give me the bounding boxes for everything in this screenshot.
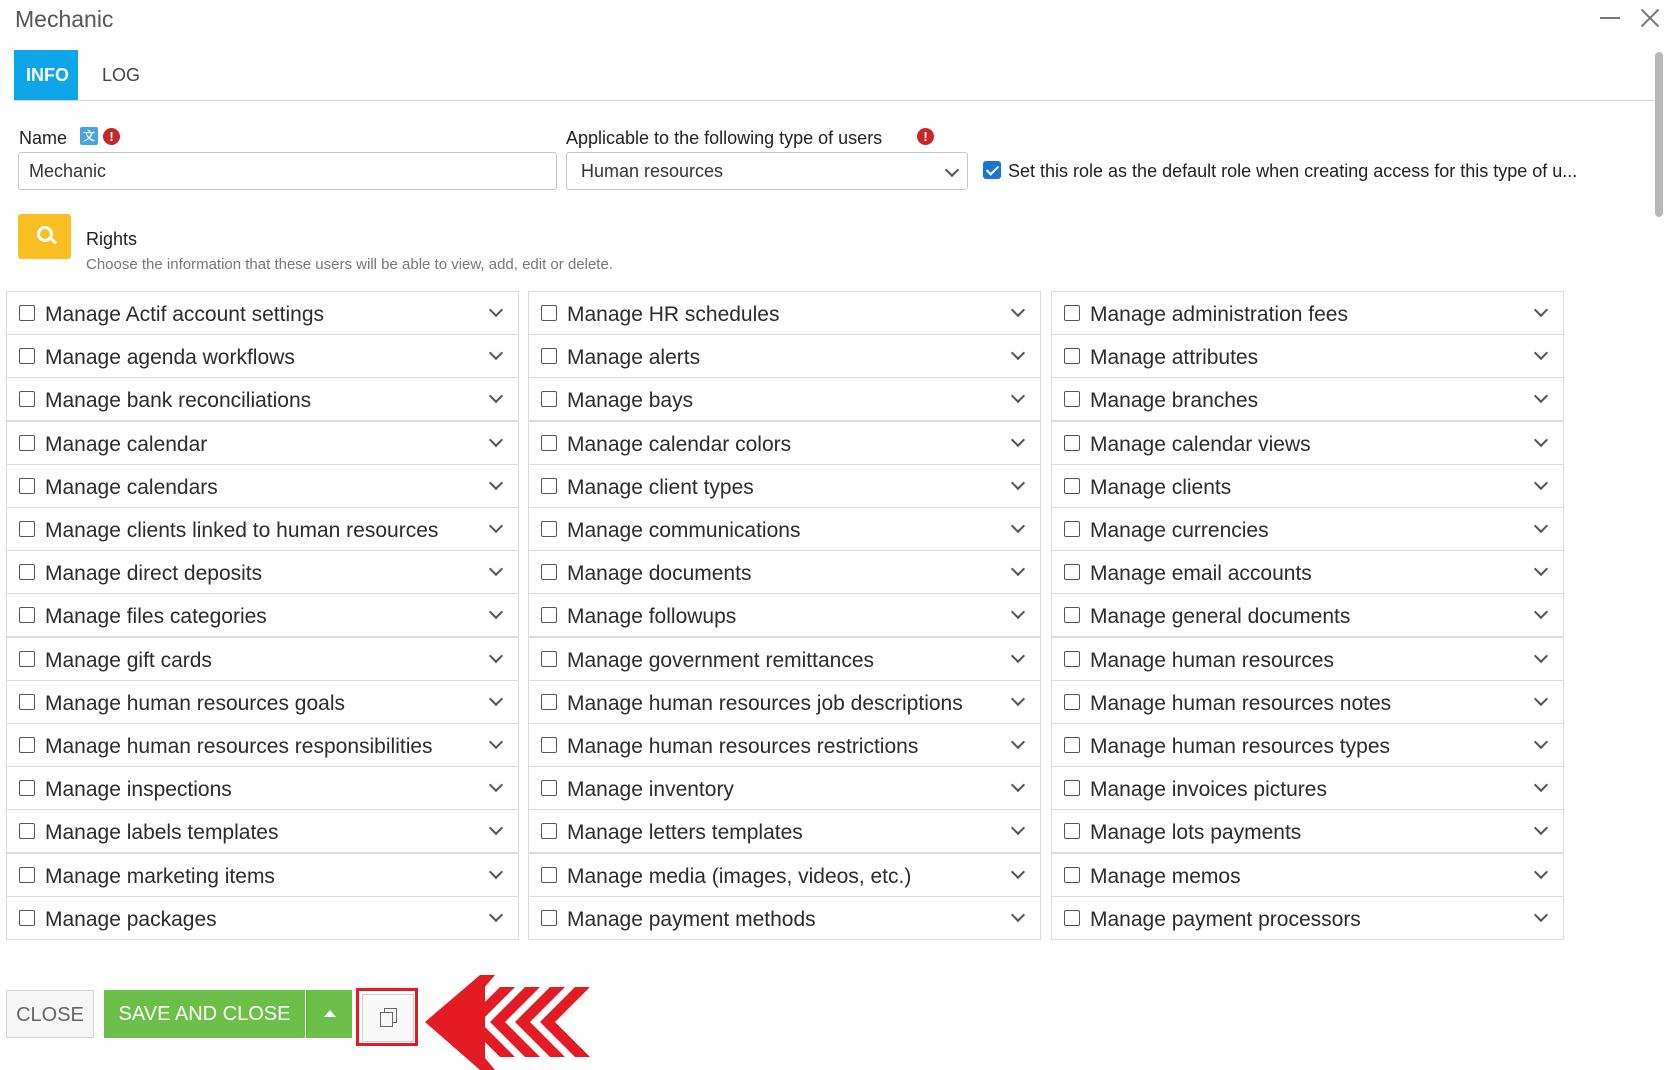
permission-checkbox[interactable] <box>1064 910 1080 926</box>
permission-label: Manage marketing items <box>45 864 275 888</box>
required-icon: ! <box>917 128 934 145</box>
chevron-down-icon[interactable] <box>1534 649 1548 663</box>
chevron-down-icon[interactable] <box>1011 346 1025 360</box>
permission-label: Manage direct deposits <box>45 562 263 586</box>
permission-row[interactable] <box>6 809 519 853</box>
permission-label: Manage documents <box>567 562 752 586</box>
chevron-down-icon[interactable] <box>1011 908 1025 922</box>
permission-row[interactable] <box>1051 896 1564 940</box>
chevron-down-icon[interactable] <box>1011 821 1025 835</box>
chevron-down-icon[interactable] <box>1534 346 1548 360</box>
chevron-down-icon[interactable] <box>489 821 503 835</box>
permissions-grid <box>6 291 1664 983</box>
permission-label: Manage packages <box>45 907 217 931</box>
tab-info[interactable]: INFO <box>14 50 78 100</box>
permission-row[interactable] <box>6 507 519 551</box>
permission-row[interactable] <box>528 809 1041 853</box>
chevron-down-icon[interactable] <box>1011 692 1025 706</box>
chevron-down-icon[interactable] <box>489 735 503 749</box>
name-input[interactable]: Mechanic <box>18 152 557 190</box>
save-and-close-button[interactable]: SAVE AND CLOSE <box>104 990 305 1038</box>
permission-row[interactable] <box>6 550 519 594</box>
permission-label: Manage clients linked to human resources <box>45 519 439 542</box>
scrollbar-thumb[interactable] <box>1655 52 1663 217</box>
permission-row[interactable] <box>6 377 519 421</box>
permission-checkbox[interactable] <box>541 607 557 623</box>
permission-label: Manage invoices pictures <box>1090 778 1327 802</box>
chevron-down-icon[interactable] <box>1534 519 1548 533</box>
permission-row[interactable] <box>1051 291 1564 335</box>
permission-checkbox[interactable] <box>19 391 35 407</box>
permission-checkbox[interactable] <box>19 737 35 753</box>
chevron-down-icon[interactable] <box>1534 605 1548 619</box>
permission-label: Manage human resources responsibilities <box>45 735 433 758</box>
permission-row[interactable] <box>6 637 519 681</box>
permission-row[interactable] <box>528 507 1041 551</box>
permission-label: Manage payment processors <box>1090 907 1361 931</box>
pointer-arrow-icon <box>425 975 605 1070</box>
permission-row[interactable] <box>6 723 519 767</box>
permission-label: Manage bays <box>567 389 694 413</box>
chevron-down-icon[interactable] <box>1534 303 1548 317</box>
permission-label: Manage inventory <box>567 778 734 802</box>
permission-checkbox[interactable] <box>19 564 35 580</box>
chevron-down-icon[interactable] <box>1011 519 1025 533</box>
chevron-down-icon[interactable] <box>489 433 503 447</box>
chevron-down-icon[interactable] <box>1534 821 1548 835</box>
chevron-down-icon[interactable] <box>1011 433 1025 447</box>
permission-label: Manage labels templates <box>45 821 279 845</box>
permission-checkbox[interactable] <box>1064 478 1080 494</box>
close-icon[interactable] <box>1638 6 1662 30</box>
permission-row[interactable] <box>1051 593 1564 637</box>
permission-checkbox[interactable] <box>541 478 557 494</box>
permission-label: Manage human resources restrictions <box>567 735 919 758</box>
permission-checkbox[interactable] <box>1064 823 1080 839</box>
permission-checkbox[interactable] <box>1064 564 1080 580</box>
chevron-down-icon[interactable] <box>1534 562 1548 576</box>
copy-button[interactable] <box>362 994 414 1042</box>
permission-label: Manage client types <box>567 475 754 499</box>
chevron-down-icon[interactable] <box>1011 476 1025 490</box>
permission-row[interactable] <box>1051 680 1564 724</box>
footer-bar <box>0 990 1670 1069</box>
permission-checkbox[interactable] <box>1064 780 1080 796</box>
permission-row[interactable] <box>6 766 519 810</box>
permission-row[interactable] <box>528 377 1041 421</box>
required-icon: ! <box>103 128 120 145</box>
permission-checkbox[interactable] <box>1064 521 1080 537</box>
permission-checkbox[interactable] <box>541 391 557 407</box>
translate-icon[interactable]: 文 <box>80 127 98 145</box>
permission-label: Manage lots payments <box>1090 821 1302 845</box>
permission-label: Manage alerts <box>567 346 701 370</box>
chevron-down-icon[interactable] <box>1011 778 1025 792</box>
permission-row[interactable] <box>528 593 1041 637</box>
permission-label: Manage email accounts <box>1090 562 1312 586</box>
chevron-down-icon[interactable] <box>489 605 503 619</box>
permission-checkbox[interactable] <box>19 305 35 321</box>
permission-row[interactable] <box>1051 766 1564 810</box>
permission-checkbox[interactable] <box>1064 694 1080 710</box>
chevron-down-icon[interactable] <box>1011 389 1025 403</box>
chevron-down-icon[interactable] <box>489 865 503 879</box>
permission-row[interactable] <box>1051 550 1564 594</box>
permission-checkbox[interactable] <box>19 867 35 883</box>
permission-label: Manage agenda workflows <box>45 346 295 370</box>
permission-checkbox[interactable] <box>541 780 557 796</box>
permission-checkbox[interactable] <box>1064 391 1080 407</box>
permission-row[interactable] <box>1051 853 1564 897</box>
permission-label: Manage human resources goals <box>45 691 346 715</box>
permission-row[interactable] <box>528 637 1041 681</box>
rights-description: Choose the information that these users will be able to view, add, edit or delete. <box>86 256 613 273</box>
permission-row[interactable] <box>528 723 1041 767</box>
chevron-down-icon[interactable] <box>1011 865 1025 879</box>
tab-log[interactable]: LOG <box>102 65 141 85</box>
permission-row[interactable] <box>1051 637 1564 681</box>
save-options-dropdown-button[interactable] <box>306 990 352 1038</box>
permission-checkbox[interactable] <box>1064 348 1080 364</box>
permission-label: Manage calendar <box>45 432 208 456</box>
permission-label: Manage calendars <box>45 475 218 499</box>
chevron-down-icon[interactable] <box>1534 389 1548 403</box>
chevron-down-icon[interactable] <box>489 692 503 706</box>
permission-label: Manage payment methods <box>567 907 816 931</box>
chevron-down-icon[interactable] <box>1534 865 1548 879</box>
chevron-down-icon[interactable] <box>1534 692 1548 706</box>
permission-row[interactable] <box>1051 507 1564 551</box>
chevron-down-icon[interactable] <box>489 908 503 922</box>
permission-checkbox[interactable] <box>541 305 557 321</box>
permission-row[interactable] <box>6 896 519 940</box>
chevron-down-icon[interactable] <box>489 649 503 663</box>
permission-checkbox[interactable] <box>1064 651 1080 667</box>
permission-row[interactable] <box>1051 723 1564 767</box>
default-role-checkbox[interactable] <box>983 161 1001 179</box>
chevron-down-icon[interactable] <box>1534 778 1548 792</box>
permission-row[interactable] <box>528 680 1041 724</box>
permission-checkbox[interactable] <box>19 694 35 710</box>
permission-label: Manage memos <box>1090 864 1241 888</box>
permission-label: Manage human resources <box>1090 648 1334 672</box>
permission-row[interactable] <box>528 896 1041 940</box>
permission-row[interactable] <box>528 291 1041 335</box>
window-title: Mechanic <box>15 6 114 32</box>
user-type-value: Human resources <box>581 161 724 181</box>
permission-checkbox[interactable] <box>541 823 557 839</box>
chevron-down-icon[interactable] <box>1011 649 1025 663</box>
chevron-down-icon[interactable] <box>489 562 503 576</box>
chevron-down-icon[interactable] <box>489 476 503 490</box>
default-role-label[interactable]: Set this role as the default role when creating access for this type of u... <box>1008 161 1578 181</box>
chevron-down-icon[interactable] <box>489 303 503 317</box>
chevron-down-icon[interactable] <box>1011 562 1025 576</box>
permission-checkbox[interactable] <box>19 780 35 796</box>
permission-label: Manage followups <box>567 605 737 629</box>
permission-row[interactable] <box>6 464 519 508</box>
permission-row[interactable] <box>1051 334 1564 378</box>
permission-checkbox[interactable] <box>19 435 35 451</box>
permission-label: Manage human resources types <box>1090 735 1390 758</box>
permission-checkbox[interactable] <box>19 521 35 537</box>
permission-label: Manage branches <box>1090 389 1259 413</box>
permission-row[interactable] <box>1051 809 1564 853</box>
permission-checkbox[interactable] <box>541 737 557 753</box>
permission-row[interactable] <box>1051 421 1564 465</box>
permission-label: Manage calendar colors <box>567 432 792 456</box>
permission-row[interactable] <box>1051 377 1564 421</box>
permission-checkbox[interactable] <box>1064 737 1080 753</box>
permission-row[interactable] <box>6 421 519 465</box>
permission-checkbox[interactable] <box>19 910 35 926</box>
permission-label: Manage HR schedules <box>567 303 780 326</box>
search-icon[interactable] <box>18 214 71 259</box>
permission-row[interactable] <box>528 464 1041 508</box>
permission-label: Manage currencies <box>1090 519 1269 542</box>
permission-checkbox[interactable] <box>19 607 35 623</box>
permission-label: Manage clients <box>1090 475 1232 499</box>
chevron-down-icon[interactable] <box>489 778 503 792</box>
permission-checkbox[interactable] <box>541 435 557 451</box>
permission-row[interactable] <box>6 291 519 335</box>
permission-checkbox[interactable] <box>1064 867 1080 883</box>
chevron-down-icon[interactable] <box>1011 605 1025 619</box>
user-type-label: Applicable to the following type of users <box>566 128 883 148</box>
permission-label: Manage gift cards <box>45 648 212 672</box>
rights-title: Rights <box>86 229 138 249</box>
user-type-select[interactable] <box>566 152 968 190</box>
chevron-down-icon <box>945 163 959 177</box>
permission-checkbox[interactable] <box>541 694 557 710</box>
chevron-down-icon[interactable] <box>1534 908 1548 922</box>
permission-checkbox[interactable] <box>19 478 35 494</box>
permission-row[interactable] <box>6 593 519 637</box>
permission-row[interactable] <box>528 334 1041 378</box>
permission-checkbox[interactable] <box>19 348 35 364</box>
permission-checkbox[interactable] <box>541 867 557 883</box>
permission-label: Manage bank reconciliations <box>45 389 312 413</box>
permission-checkbox[interactable] <box>1064 305 1080 321</box>
permission-checkbox[interactable] <box>541 348 557 364</box>
permission-label: Manage administration fees <box>1090 303 1348 326</box>
chevron-down-icon[interactable] <box>489 389 503 403</box>
chevron-down-icon[interactable] <box>489 346 503 360</box>
permission-label: Manage general documents <box>1090 605 1351 629</box>
chevron-down-icon[interactable] <box>1011 303 1025 317</box>
chevron-down-icon[interactable] <box>1534 433 1548 447</box>
close-button[interactable]: CLOSE <box>6 990 94 1038</box>
permission-checkbox[interactable] <box>541 910 557 926</box>
chevron-down-icon[interactable] <box>1534 735 1548 749</box>
permission-row[interactable] <box>6 334 519 378</box>
permission-label: Manage inspections <box>45 778 232 802</box>
permission-checkbox[interactable] <box>541 521 557 537</box>
permission-row[interactable] <box>1051 464 1564 508</box>
chevron-down-icon[interactable] <box>1534 476 1548 490</box>
permission-label: Manage government remittances <box>567 648 874 672</box>
permission-row[interactable] <box>528 853 1041 897</box>
name-label: Name <box>19 128 68 148</box>
permission-row[interactable] <box>528 550 1041 594</box>
permission-label: Manage media (images, videos, etc.) <box>567 864 912 888</box>
permission-row[interactable] <box>528 766 1041 810</box>
permission-checkbox[interactable] <box>19 823 35 839</box>
chevron-down-icon[interactable] <box>489 519 503 533</box>
permission-row[interactable] <box>528 421 1041 465</box>
permission-label: Manage human resources notes <box>1090 691 1392 715</box>
permission-checkbox[interactable] <box>19 651 35 667</box>
permission-label: Manage calendar views <box>1090 432 1311 456</box>
permission-row[interactable] <box>6 853 519 897</box>
permission-row[interactable] <box>6 680 519 724</box>
permission-label: Manage communications <box>567 519 801 542</box>
permission-checkbox[interactable] <box>1064 607 1080 623</box>
permission-label: Manage Actif account settings <box>45 303 324 326</box>
permission-label: Manage letters templates <box>567 821 803 845</box>
permission-label: Manage human resources job descriptions <box>567 691 963 715</box>
permission-label: Manage attributes <box>1090 346 1259 370</box>
copy-button-highlight <box>356 988 418 1046</box>
chevron-down-icon[interactable] <box>1011 735 1025 749</box>
permission-checkbox[interactable] <box>541 651 557 667</box>
tab-bar <box>14 50 1654 101</box>
permission-checkbox[interactable] <box>541 564 557 580</box>
permission-label: Manage files categories <box>45 605 267 629</box>
permission-checkbox[interactable] <box>1064 435 1080 451</box>
minimize-icon[interactable] <box>1600 6 1620 30</box>
